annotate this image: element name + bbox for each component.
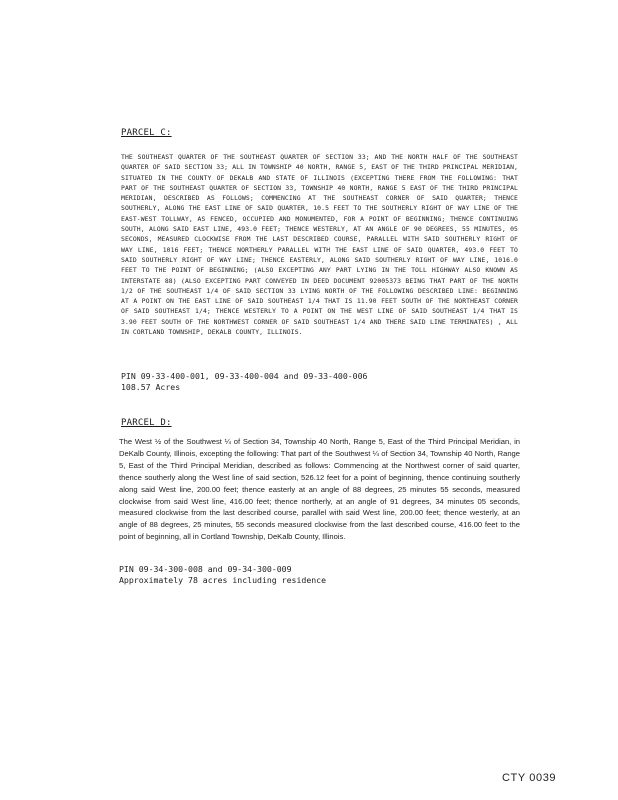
parcel-c-acres: 108.57 Acres (121, 382, 181, 392)
parcel-d-acres: Approximately 78 acres including residence (119, 575, 327, 585)
parcel-d-description: The West ½ of the Southwest ¼ of Section 34, Township 40 North, Range 5, East of the Third Principal Meridian, in DeKalb County, Illinois, excepting the following: That part of the Southwest ¼ of Section 34, Township 40 North, Range 5, East of the Third Principal Meridian, described as follows: Commencing at the Northwest corner of said quarter, thence southerly along the West line of said section, 526.12 feet for a point of beginning, thence continuing southerly along said West line, 200.00 feet; thence easterly at an angle of 88 degrees, 25 minutes 55 seconds, measured clockwise from said West line, 416.00 feet; thence northerly, at an angle of 91 degrees, 34 minutes 05 seconds, measured clockwise from the last described course, parallel with said West line, 200.00 feet; thence westerly, at an angle of 88 degrees, 25 minutes, 55 seconds measured clockwise from the last described course, 416.00 feet to the point of beginning, all in Cortland Township, DeKalb County, Illinois. (119, 437, 520, 542)
parcel-c-description: THE SOUTHEAST QUARTER OF THE SOUTHEAST QUARTER OF SECTION 33; AND THE NORTH HALF OF THE SOUTHEAST QUARTER OF SAID SECTION 33; ALL IN TOWNSHIP 40 NORTH, RANGE 5, EAST OF THE THIRD PRINCIPAL MERIDIAN, SITUATED IN THE COUNTY OF DEKALB AND STATE OF ILLINOIS (EXCEPTING THERE FROM THE FOLLOWING: THAT PART OF THE SOUTHEAST QUARTER OF SECTION 33, TOWNSHIP 40 NORTH, RANGE 5 EAST OF THE THIRD PRINCIPAL MERIDIAN, DESCRIBED AS FOLLOWS; COMMENCING AT THE SOUTHEAST CORNER OF SAID QUARTER; THENCE SOUTHERLY, ALONG THE EAST LINE OF SAID QUARTER, 10.5 FEET TO THE SOUTHERLY RIGHT OF WAY LINE OF THE EAST-WEST TOLLWAY, AS FENCED, OCCUPIED AND MONUMENTED, FOR A POINT OF BEGINNING; THENCE CONTINUING SOUTH, ALONG SAID EAST LINE, 493.0 FEET; THENCE WESTERLY, AT AN ANGLE OF 90 DEGREES, 55 MINUTES, 05 SECONDS, MEASURED CLOCKWISE FROM THE LAST DESCRIBED COURSE, PARALLEL WITH SAID SOUTHERLY RIGHT OF WAY LINE, 1016 FEET; THENCE NORTHERLY PARALLEL WITH THE EAST LINE OF SAID QUARTER, 493.0 FEET TO SAID SOUTHERLY RIGHT OF WAY LINE; THENCE EASTERLY, ALONG SAID SOUTHERLY RIGHT OF WAY LINE, 1016.0 FEET TO THE POINT OF BEGINNING; (ALSO EXCEPTING ANY PART LYING IN THE TOLL HIGHWAY ALSO KNOWN AS INTERSTATE 88) (ALSO EXCEPTING PART CONVEYED IN DEED DOCUMENT 92005373 BEING THAT PART OF THE NORTH 1/2 OF THE SOUTHEAST 1/4 OF SAID SECTION 33 LYING NORTH OF THE FOLLOWING DESCRIBED LINE: BEGINNING AT A POINT ON THE EAST LINE OF SAID SOUTHEAST 1/4 THAT IS 11.90 FEET SOUTH OF THE NORTHEAST CORNER OF SAID SOUTHEAST 1/4; THENCE WESTERLY TO A POINT ON THE WEST LINE OF SAID SOUTHEAST 1/4 THAT IS 3.90 FEET SOUTH OF THE NORTHWEST CORNER OF SAID SOUTHEAST 1/4 AND THERE SAID LINE TERMINATES) , ALL IN CORTLAND TOWNSHIP, DEKALB COUNTY, ILLINOIS. (121, 153, 518, 337)
bates-stamp: CTY 0039 (502, 772, 557, 784)
parcel-c-pin: PIN 09-33-400-001, 09-33-400-004 and 09-33-400-006 (121, 371, 368, 381)
parcel-d-pin: PIN 09-34-300-008 and 09-34-300-009 (119, 564, 292, 574)
parcel-d-heading: PARCEL D: (121, 418, 172, 428)
parcel-c-heading: PARCEL C: (121, 128, 172, 138)
